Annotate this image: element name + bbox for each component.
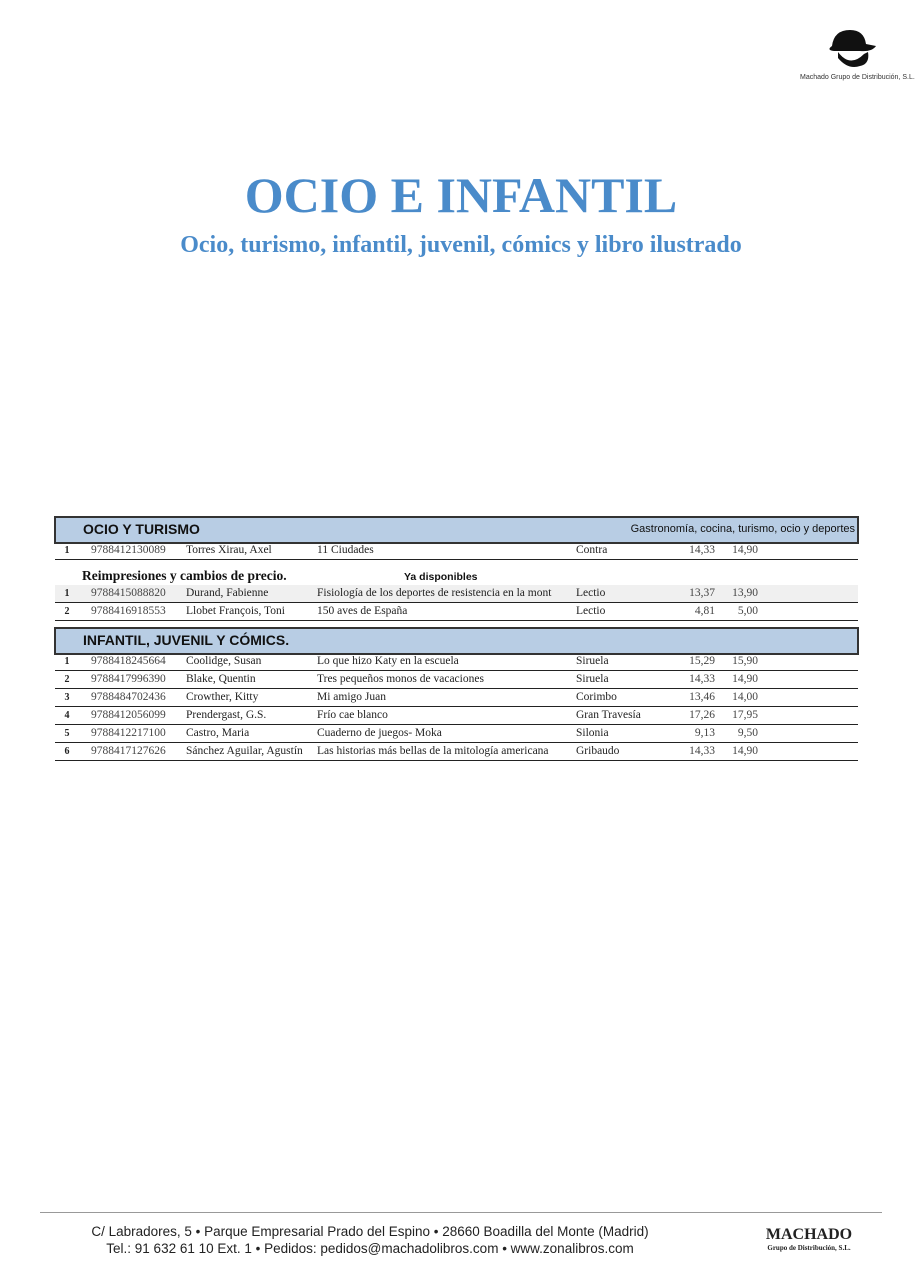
isbn: 9788412130089 xyxy=(91,544,166,556)
book-title: Frío cae blanco xyxy=(317,709,388,721)
reprints-heading: Reimpresiones y cambios de precio. xyxy=(82,568,287,583)
row-number: 6 xyxy=(64,746,70,757)
price-net: 13,46 xyxy=(689,691,715,703)
table-row xyxy=(55,707,858,725)
author: Crowther, Kitty xyxy=(186,691,259,703)
price-net: 13,37 xyxy=(689,587,715,599)
price-net: 14,33 xyxy=(689,745,715,757)
price-pvp: 15,90 xyxy=(732,655,758,667)
price-net: 15,29 xyxy=(689,655,715,667)
table-row xyxy=(55,542,858,560)
price-net: 9,13 xyxy=(694,727,715,739)
publisher: Siruela xyxy=(576,673,609,685)
reprints-status: Ya disponibles xyxy=(404,571,478,583)
page-title: OCIO E INFANTIL xyxy=(244,167,678,223)
price-pvp: 5,00 xyxy=(737,605,758,617)
row-number: 1 xyxy=(64,545,70,556)
price-net: 14,33 xyxy=(689,673,715,685)
section-title: INFANTIL, JUVENIL Y CÓMICS. xyxy=(83,632,290,648)
isbn: 9788417127626 xyxy=(91,745,166,757)
publisher: Gribaudo xyxy=(576,745,620,757)
isbn: 9788416918553 xyxy=(91,605,166,617)
isbn: 9788412217100 xyxy=(91,727,166,739)
publisher: Lectio xyxy=(576,605,606,617)
price-pvp: 13,90 xyxy=(732,587,758,599)
row-number: 2 xyxy=(64,674,70,685)
hat-man-logo-icon xyxy=(820,24,880,69)
price-pvp: 14,00 xyxy=(732,691,758,703)
table-row xyxy=(55,603,858,621)
table-row xyxy=(55,743,858,761)
section-header-infantil xyxy=(54,627,859,655)
author: Blake, Quentin xyxy=(186,673,256,685)
section-category: Gastronomía, cocina, turismo, ocio y deportes xyxy=(630,523,855,535)
table-row xyxy=(55,671,858,689)
publisher: Contra xyxy=(576,544,608,556)
author: Sánchez Aguilar, Agustín xyxy=(186,745,303,757)
logo-caption: Machado Grupo de Distribución, S.L. xyxy=(800,74,915,81)
isbn: 9788418245664 xyxy=(91,655,166,667)
price-net: 4,81 xyxy=(694,605,715,617)
isbn: 9788417996390 xyxy=(91,673,166,685)
row-number: 3 xyxy=(64,692,70,703)
author: Llobet François, Toni xyxy=(186,605,285,617)
footer-brand xyxy=(750,1226,868,1252)
publisher: Siruela xyxy=(576,655,609,667)
company-logo xyxy=(800,24,915,81)
brand-subtitle: Grupo de Distribución, S.L. xyxy=(767,1244,851,1252)
price-net: 14,33 xyxy=(689,544,715,556)
isbn: 9788415088820 xyxy=(91,587,166,599)
table-row xyxy=(55,653,858,671)
row-number: 2 xyxy=(64,606,70,617)
row-number: 4 xyxy=(64,710,70,721)
brand-name: MACHADO xyxy=(765,1226,853,1243)
book-title: Cuaderno de juegos- Moka xyxy=(317,727,442,739)
author: Coolidge, Susan xyxy=(186,655,262,667)
price-pvp: 14,90 xyxy=(732,745,758,757)
book-title: 150 aves de España xyxy=(317,605,408,617)
book-title: Fisiología de los deportes de resistencia en la mont xyxy=(317,587,552,599)
price-pvp: 9,50 xyxy=(737,727,758,739)
isbn: 9788484702436 xyxy=(91,691,166,703)
author: Prendergast, G.S. xyxy=(186,709,267,721)
footer-divider xyxy=(40,1212,882,1213)
price-pvp: 14,90 xyxy=(732,544,758,556)
price-net: 17,26 xyxy=(689,709,715,721)
table-row xyxy=(55,689,858,707)
book-title: Las historias más bellas de la mitología americana xyxy=(317,745,549,757)
author: Castro, Maria xyxy=(186,727,250,739)
price-pvp: 14,90 xyxy=(732,673,758,685)
book-title: Tres pequeños monos de vacaciones xyxy=(317,673,484,685)
row-number: 5 xyxy=(64,728,70,739)
table-row xyxy=(55,585,858,603)
publisher: Gran Travesía xyxy=(576,709,641,721)
book-title: Mi amigo Juan xyxy=(317,691,386,703)
price-pvp: 17,95 xyxy=(732,709,758,721)
page-subtitle: Ocio, turismo, infantil, juvenil, cómics y libro ilustrado xyxy=(180,232,742,258)
footer-contact: Tel.: 91 632 61 10 Ext. 1 • Pedidos: pedidos@machadolibros.com • www.zonalibros.com xyxy=(106,1241,634,1256)
publisher: Lectio xyxy=(576,587,606,599)
row-number: 1 xyxy=(64,656,70,667)
footer-address: C/ Labradores, 5 • Parque Empresarial Prado del Espino • 28660 Boadilla del Monte (Madrid) xyxy=(91,1224,649,1239)
row-number: 1 xyxy=(64,588,70,599)
table-row xyxy=(55,725,858,743)
isbn: 9788412056099 xyxy=(91,709,166,721)
book-title: Lo que hizo Katy en la escuela xyxy=(317,655,459,667)
section-header-ocio xyxy=(54,516,859,544)
publisher: Silonia xyxy=(576,727,609,739)
book-title: 11 Ciudades xyxy=(317,544,374,556)
section-title: OCIO Y TURISMO xyxy=(83,521,200,537)
publisher: Corimbo xyxy=(576,691,617,703)
author: Torres Xirau, Axel xyxy=(186,544,272,556)
author: Durand, Fabienne xyxy=(186,587,269,599)
